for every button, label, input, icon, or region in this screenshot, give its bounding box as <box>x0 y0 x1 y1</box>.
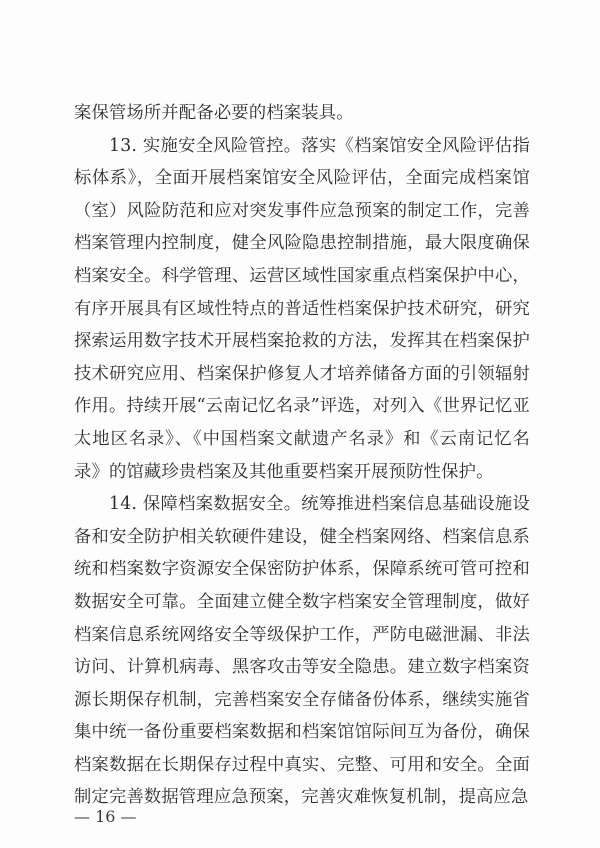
paragraph-14-data-security: 14. 保障档案数据安全。统筹推进档案信息基础设施设备和安全防护相关软硬件建设，健全档案网络、档案信息系统和档案数字资源安全保密防护体系，保障系统可管可控和数据安全可靠。全面建立健全数字档案安全管理制度，做好档案信息系统网络安全等级保护工作，严防电磁泄漏、非法访问、计算机病毒、黑客攻击等安全隐患。建立数字档案资源长期保存机制，完善档案安全存储备份体系，继续实施省集中统一备份重要档案数据和档案馆馆际间互为备份，确保档案数据在长期保存过程中真实、完整、可用和安全。全面制定完善数据管理应急预案，完善灾难恢复机制，提高应急 <box>74 494 530 808</box>
page-number: — 16 — <box>74 807 137 826</box>
paragraph-continuation: 案保管场所并配备必要的档案装具。 <box>74 103 354 123</box>
paragraph-13-risk-control: 13. 实施安全风险管控。落实《档案馆安全风险评估指标体系》，全面开展档案馆安全风险评估，全面完成档案馆（室）风险防范和应对突发事件应急预案的制定工作，完善档案管理内控制度，健全风险隐患控制措施，最大限度确保档案安全。科学管理、运营区域性国家重点档案保护中心，有序开展具有区域性特点的普适性档案保护技术研究，研究探索运用数字技术开展档案抢救的方法，发挥其在档案保护技术研究应用、档案保护修复人才培养储备方面的引领辐射作用。持续开展“云南记忆名录”评选，对列入《世界记忆亚太地区名录》、《中国档案文献遗产名录》和《云南记忆名录》的馆藏珍贵档案及其他重要档案开展预防性保护。 <box>74 135 530 482</box>
document-body <box>74 97 530 814</box>
